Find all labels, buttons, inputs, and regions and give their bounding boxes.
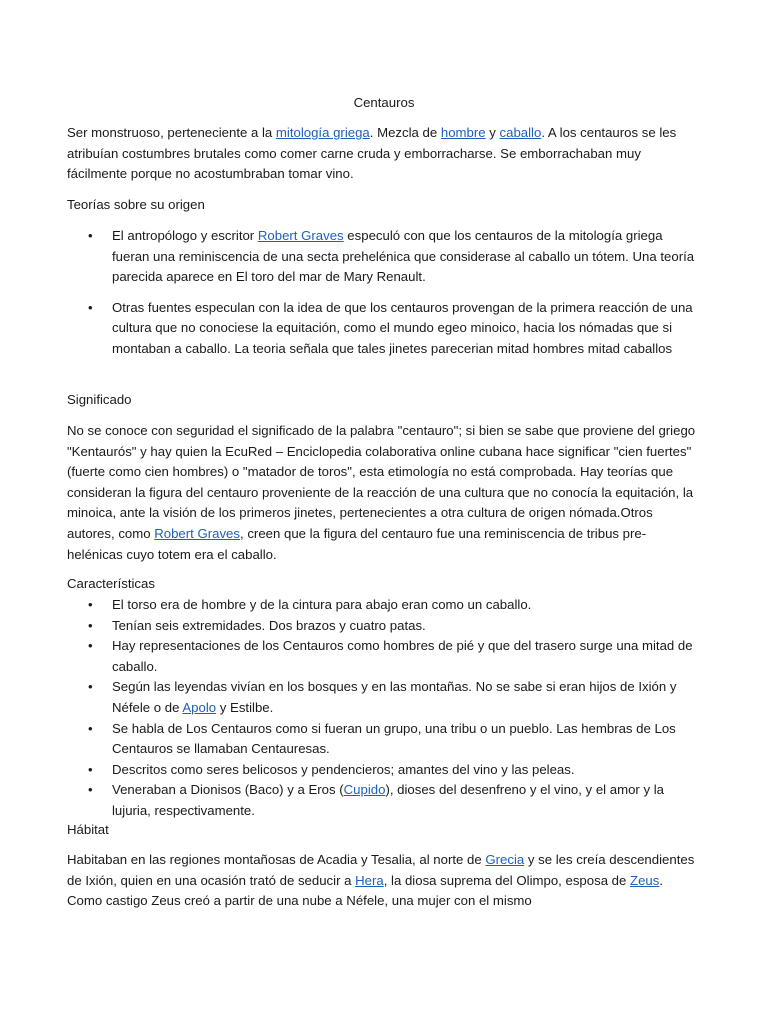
list-item: [67, 226, 697, 288]
item-text: ), dioses del desenfreno y el vino, y el amor y la lujuria, respectivamente.: [112, 782, 664, 818]
habitat-paragraph: [67, 850, 697, 912]
item-text: y Estilbe.: [216, 699, 274, 715]
link-hera[interactable]: Hera: [355, 872, 384, 888]
meaning-text: No se conoce con seguridad el significado de la palabra "centauro"; si bien se sabe que proviene del griego "Kentaurós" y hay quien la EcuRed – Enciclopedia colaborativa online cubana hace significar "cien fuertes" (fuerte como cien hombres) o "matador de toros", esta etimología no está comprobada. Hay teorías que consideran la figura del centauro proveniente de la reacción de una cultura que no conocía la equitación, la minoica, ante la visión de los primeros jinetes, pertenecientes a otra cultura de origen nómada.Otros autores, como: [67, 423, 696, 541]
list-item: • El torso era de hombre y de la cintura para abajo eran como un caballo.: [67, 595, 697, 616]
habitat-text: y se les creía descendientes de Ixión, quien en una ocasión trató de seducir a: [67, 852, 695, 888]
item-text: especuló con que los centauros de la mitología griega fueran una reminiscencia de una secta prehelénica que considerase al caballo un tótem. Una teoría parecida aparece en El toro del mar de Mary Renault.: [112, 228, 695, 285]
traits-list: [67, 595, 697, 822]
list-item: • Descritos como seres belicosos y pendencieros; amantes del vino y las peleas.: [67, 760, 697, 781]
origin-list: [67, 226, 697, 370]
list-item: [67, 677, 697, 718]
link-grecia[interactable]: Grecia: [485, 852, 525, 867]
heading-traits: Características: [67, 576, 155, 591]
list-item: • Tenían seis extremidades. Dos brazos y cuatro patas.: [67, 616, 697, 637]
habitat-text: . Como castigo Zeus creó a partir de una nube a Néfele, una mujer con el mismo: [67, 872, 664, 909]
link-cupido[interactable]: Cupido: [343, 782, 386, 798]
item-text: Veneraban a Dionisos (Baco) y a Eros (: [112, 782, 344, 798]
link-apolo[interactable]: Apolo: [182, 699, 217, 715]
link-zeus[interactable]: Zeus: [630, 872, 660, 888]
meaning-paragraph: [67, 421, 697, 565]
heading-habitat: Hábitat: [67, 822, 109, 837]
list-item: • Otras fuentes especulan con la idea de que los centauros provengan de la primera reacción de una cultura que no conociese la equitación, como el mundo egeo minoico, hacia los nómadas que si montaban a caballo. La teoria señala que tales jinetes parecerian mitad hombres mitad caballos: [67, 298, 697, 360]
link-mitologia-griega[interactable]: mitología griega: [275, 125, 370, 140]
meaning-text: , creen que la figura del centauro fue una reminiscencia de tribus pre-helénicas cuyo totem era el caballo.: [67, 525, 647, 562]
list-item: • Se habla de Los Centauros como si fueran un grupo, una tribu o un pueblo. Las hembras de Los Centauros se llamaban Centauresas.: [67, 719, 697, 760]
item-text: Según las leyendas vivían en los bosques y en las montañas. No se sabe si eran hijos de Ixión y Néfele o de: [112, 679, 677, 715]
intro-paragraph: [67, 123, 697, 185]
link-caballo[interactable]: caballo: [499, 125, 542, 140]
intro-text: . Mezcla de: [369, 125, 441, 140]
habitat-text: Habitaban en las regiones montañosas de Acadia y Tesalia, al norte de: [67, 852, 486, 867]
link-hombre[interactable]: hombre: [440, 125, 486, 140]
list-item: [67, 780, 697, 821]
habitat-text: , la diosa suprema del Olimpo, esposa de: [383, 872, 631, 888]
heading-origin: Teorías sobre su origen: [67, 197, 205, 212]
intro-text: y: [485, 125, 500, 140]
heading-meaning: Significado: [67, 392, 132, 407]
doc-title: Centauros: [353, 95, 415, 110]
intro-text: Ser monstruoso, perteneciente a la: [67, 125, 276, 140]
link-robert-graves[interactable]: Robert Graves: [257, 228, 344, 243]
link-robert-graves-2[interactable]: Robert Graves: [154, 525, 240, 541]
item-text: El antropólogo y escritor: [112, 228, 258, 243]
intro-text: . A los centauros se les atribuían costumbres brutales como comer carne cruda y emborracharse. Se emborrachaban muy fácilmente porque no acostumbraban tomar vino.: [67, 125, 677, 182]
list-item: • Hay representaciones de los Centauros como hombres de pié y que del trasero surge una mitad de caballo.: [67, 636, 697, 677]
